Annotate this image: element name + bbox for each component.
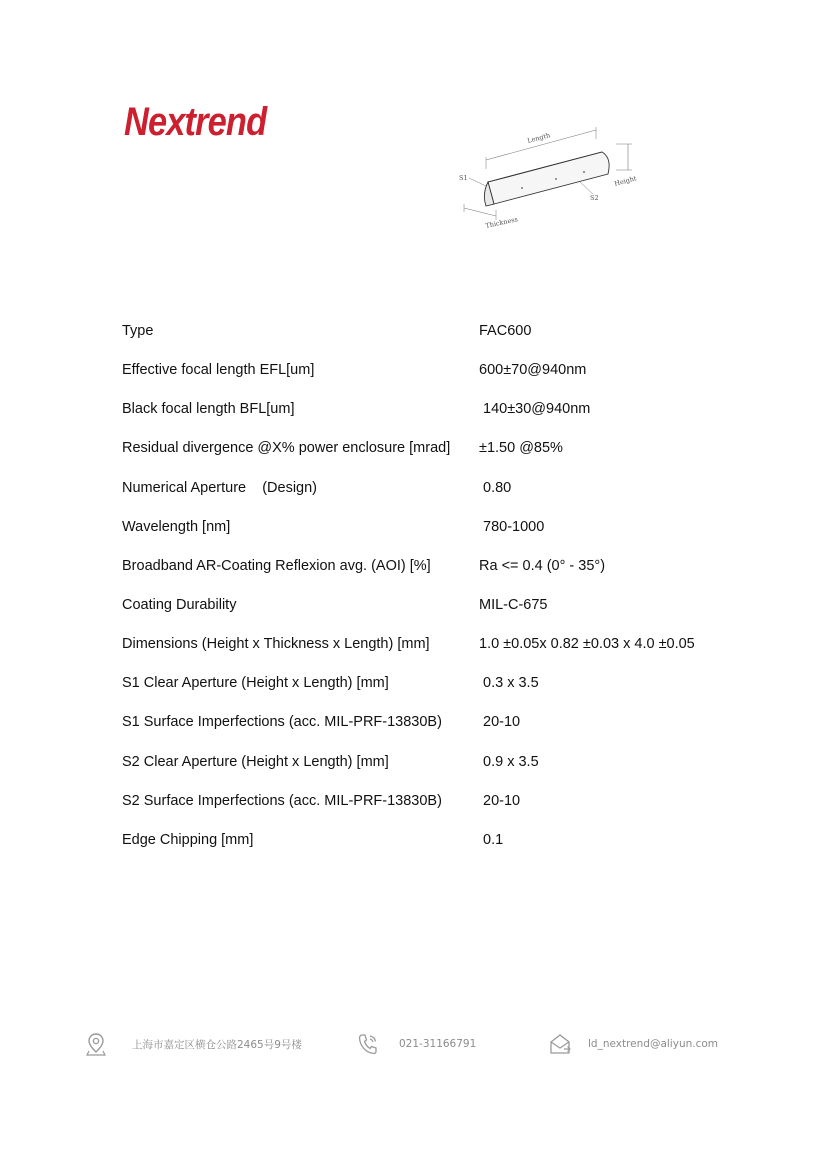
spec-value: 0.9 x 3.5	[479, 753, 539, 770]
spec-label: Broadband AR-Coating Reflexion avg. (AOI) [%]	[122, 557, 431, 574]
spec-row	[122, 517, 762, 556]
spec-label: S2 Clear Aperture (Height x Length) [mm]	[122, 753, 389, 770]
spec-row	[122, 438, 762, 477]
company-logo: Nextrend	[124, 100, 267, 144]
spec-value: 600±70@940nm	[479, 362, 587, 379]
spec-label: Edge Chipping [mm]	[122, 831, 254, 848]
lens-diagram	[452, 124, 642, 236]
spec-value: MIL-C-675	[479, 596, 548, 613]
spec-label: Effective focal length EFL[um]	[122, 362, 315, 379]
spec-value: FAC600	[479, 323, 532, 339]
spec-row	[122, 478, 762, 517]
length-label: Length	[526, 131, 552, 145]
spec-label: Residual divergence @X% power enclosure [mrad]	[122, 440, 451, 457]
spec-label: Coating Durability	[122, 596, 237, 613]
spec-value: 1.0 ±0.05x 0.82 ±0.03 x 4.0 ±0.05	[479, 636, 695, 653]
spec-value: Ra <= 0.4 (0° - 35°)	[479, 557, 606, 574]
spec-row	[122, 634, 762, 673]
location-pin-icon	[86, 1032, 106, 1056]
phone-icon	[357, 1032, 379, 1056]
spec-row	[122, 830, 762, 869]
spec-row	[122, 791, 762, 830]
spec-value: 20-10	[479, 714, 521, 731]
footer-address	[86, 1030, 302, 1058]
spec-row	[122, 399, 762, 438]
footer	[0, 1030, 820, 1060]
spec-label: S1 Surface Imperfections (acc. MIL-PRF-13830B)	[122, 714, 442, 731]
s2-label: S2	[590, 194, 599, 202]
spec-row	[122, 595, 762, 634]
spec-label: Dimensions (Height x Thickness x Length) [mm]	[122, 636, 430, 653]
spec-row	[122, 752, 762, 791]
email-text: ld_nextrend@aliyun.com	[588, 1038, 719, 1050]
address-text: 上海市嘉定区横仓公路2465号9号楼	[132, 1038, 302, 1051]
spec-label: S1 Clear Aperture (Height x Length) [mm]	[122, 675, 389, 692]
spec-row	[122, 321, 762, 360]
spec-value: 20-10	[479, 792, 521, 809]
spec-row	[122, 360, 762, 399]
spec-table	[122, 321, 762, 869]
footer-phone	[357, 1030, 476, 1058]
thickness-label: Thickness	[484, 215, 519, 230]
spec-value: 140±30@940nm	[479, 401, 591, 418]
height-label: Height	[613, 174, 638, 188]
envelope-icon	[548, 1032, 572, 1056]
spec-label: Numerical Aperture (Design)	[122, 479, 318, 496]
spec-row	[122, 556, 762, 595]
spec-row	[122, 712, 762, 751]
spec-label: S2 Surface Imperfections (acc. MIL-PRF-13830B)	[122, 792, 442, 809]
spec-value: 0.80	[479, 479, 512, 496]
spec-label: Wavelength [nm]	[122, 518, 231, 535]
spec-value: 0.3 x 3.5	[479, 675, 539, 692]
spec-value: ±1.50 @85%	[479, 440, 563, 457]
spec-value: 0.1	[479, 831, 504, 848]
phone-text: 021-31166791	[399, 1038, 477, 1050]
spec-row	[122, 673, 762, 712]
spec-label: Type	[122, 323, 154, 339]
spec-value: 780-1000	[479, 518, 545, 535]
spec-label: Black focal length BFL[um]	[122, 401, 295, 418]
s1-label: S1	[459, 174, 468, 182]
footer-email	[548, 1030, 718, 1058]
